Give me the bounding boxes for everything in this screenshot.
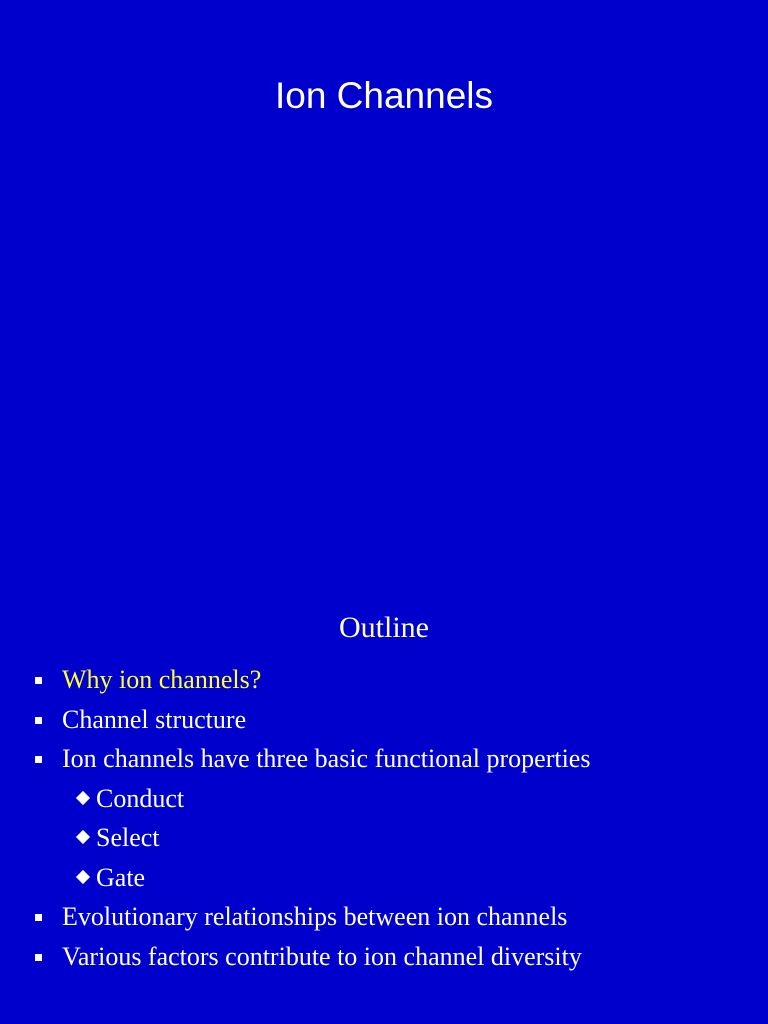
diamond-bullet-icon xyxy=(76,790,90,804)
outline-item-functional-properties xyxy=(0,739,768,779)
outline-item-text: Gate xyxy=(96,862,146,892)
outline-list xyxy=(0,660,768,976)
square-bullet-icon xyxy=(35,677,42,684)
outline-item-text: Conduct xyxy=(96,783,185,813)
outline-item-text: Ion channels have three basic functional properties xyxy=(62,744,591,773)
square-bullet-icon xyxy=(35,954,42,961)
outline-item-evolutionary-relationships xyxy=(0,897,768,937)
outline-subitem-conduct xyxy=(0,779,768,819)
outline-item-channel-structure xyxy=(0,700,768,740)
outline-item-channel-diversity xyxy=(0,937,768,977)
outline-item-text: Evolutionary relationships between ion channels xyxy=(62,902,568,931)
outline-subitem-select xyxy=(0,818,768,858)
outline-item-text: Channel structure xyxy=(62,704,247,734)
square-bullet-icon xyxy=(35,914,42,921)
outline-item-why-ion-channels xyxy=(0,660,768,700)
outline-subitem-gate xyxy=(0,858,768,898)
outline-heading: Outline xyxy=(339,611,429,644)
diamond-bullet-icon xyxy=(76,869,90,883)
square-bullet-icon xyxy=(35,756,42,763)
square-bullet-icon xyxy=(35,717,42,724)
outline-item-text: Why ion channels? xyxy=(62,665,262,694)
outline-item-text: Select xyxy=(96,823,160,852)
outline-item-text: Various factors contribute to ion channel diversity xyxy=(62,941,582,971)
slide-title: Ion Channels xyxy=(274,75,494,116)
diamond-bullet-icon xyxy=(76,830,90,844)
